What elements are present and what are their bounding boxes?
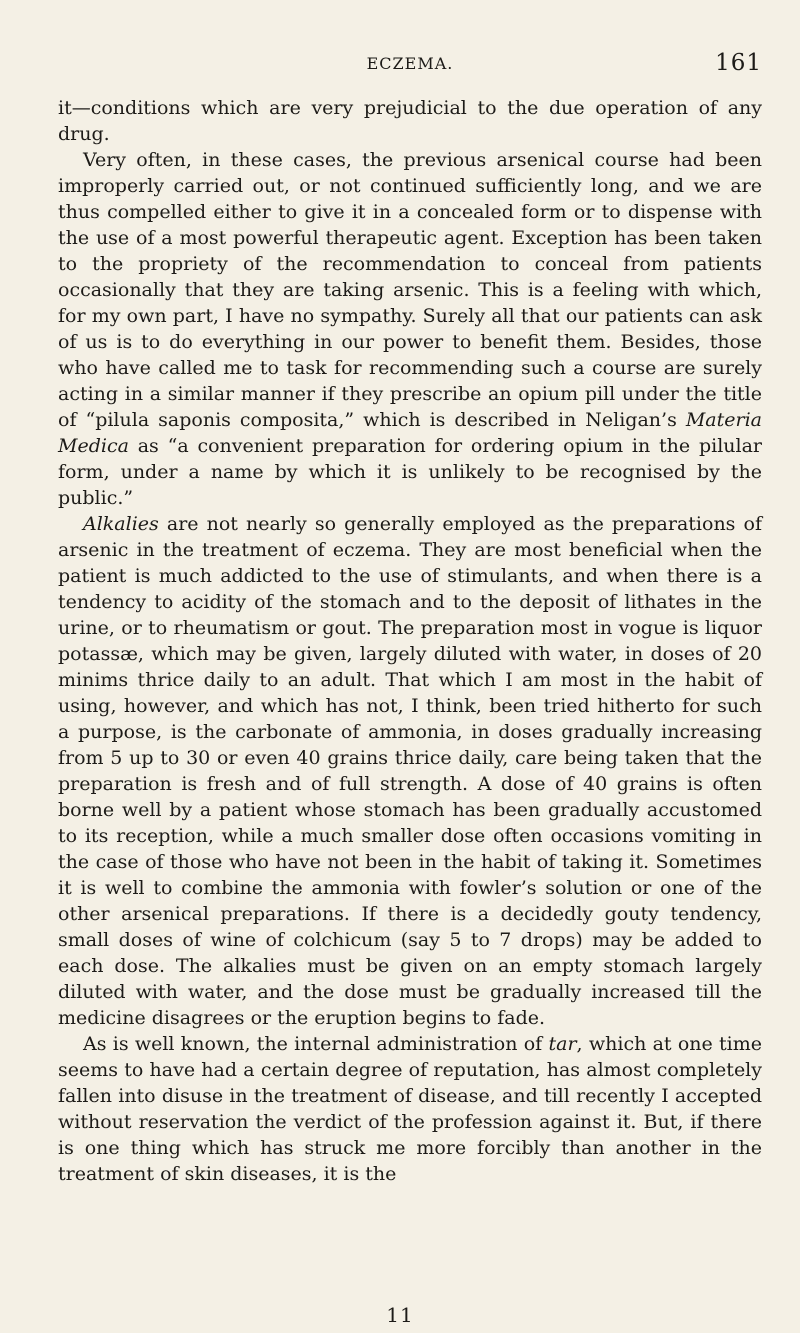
paragraph [58,147,762,511]
signature-mark: 11 [386,1303,414,1327]
paragraph [58,95,762,147]
text-run: as “a convenient preparation for ordering opium in the pilular form, under a name by which it is unlikely to be recognised by the public.” [58,435,762,509]
text-run: it—conditions which are very prejudicial to the due operation of any drug. [58,97,762,145]
text-run: As is well known, the internal administration of [83,1033,549,1055]
text-run: are not nearly so generally employed as the preparations of arsenic in the treatment of eczema. They are most beneficial when the patient is much addicted to the use of stimulants, and when there is a tendency to acidity of the stomach and to the deposit of lithates in the urine, or to rheumatism or gout. The preparation most in vogue is liquor potassæ, which may be given, largely diluted with water, in doses of 20 minims thrice daily to an adult. That which I am most in the habit of using, however, and which has not, I think, been tried hitherto for such a purpose, is the carbonate of ammonia, in doses gradually increasing from 5 up to 30 or even 40 grains thrice daily, care being taken that the preparation is fresh and of full strength. A dose of 40 grains is often borne well by a patient whose stomach has been gradually accustomed to its reception, while a much smaller dose often occasions vomiting in the case of those who have not been in the habit of taking it. Sometimes it is well to combine the ammonia with fowler’s solution or one of the other arsenical preparations. If there is a decidedly gouty tendency, small doses of wine of colchicum (say 5 to 7 drops) may be added to each dose. The alkalies must be given on an empty stomach largely diluted with water, and the dose must be gradually increased till the medicine disagrees or the eruption begins to fade. [58,513,762,1029]
text-run: Very often, in these cases, the previous arsenical course had been improperly carried out, or not continued sufficiently long, and we are thus compelled either to give it in a concealed form or to dispense with the use of a most powerful therapeutic agent. Exception has been taken to the propriety of the recommendation to conceal from patients occasionally that they are taking arsenic. This is a feeling with which, for my own part, I have no sympathy. Surely all that our patients can ask of us is to do everything in our power to benefit them. Besides, those who have called me to task for recommending such a course are surely acting in a similar manner if they prescribe an opium pill under the title of “pilula saponis composita,” which is described in Neligan’s [58,149,762,431]
paragraph [58,1031,762,1187]
running-head [58,50,762,80]
italic-title: Materia Medica [58,409,762,457]
text-run: , which at one time seems to have had a certain degree of reputation, has almost completely fallen into disuse in the treatment of disease, and till recently I accepted without reservation the verdict of the profession against it. But, if there is one thing which has struck me more forcibly than another in the treatment of skin diseases, it is the [58,1033,763,1185]
italic-term: Alkalies [83,513,159,535]
italic-term: tar [548,1033,577,1055]
body-text [58,95,762,1187]
page-number: 161 [715,50,762,76]
running-title: ECZEMA. [366,54,454,73]
paragraph [58,511,762,1031]
